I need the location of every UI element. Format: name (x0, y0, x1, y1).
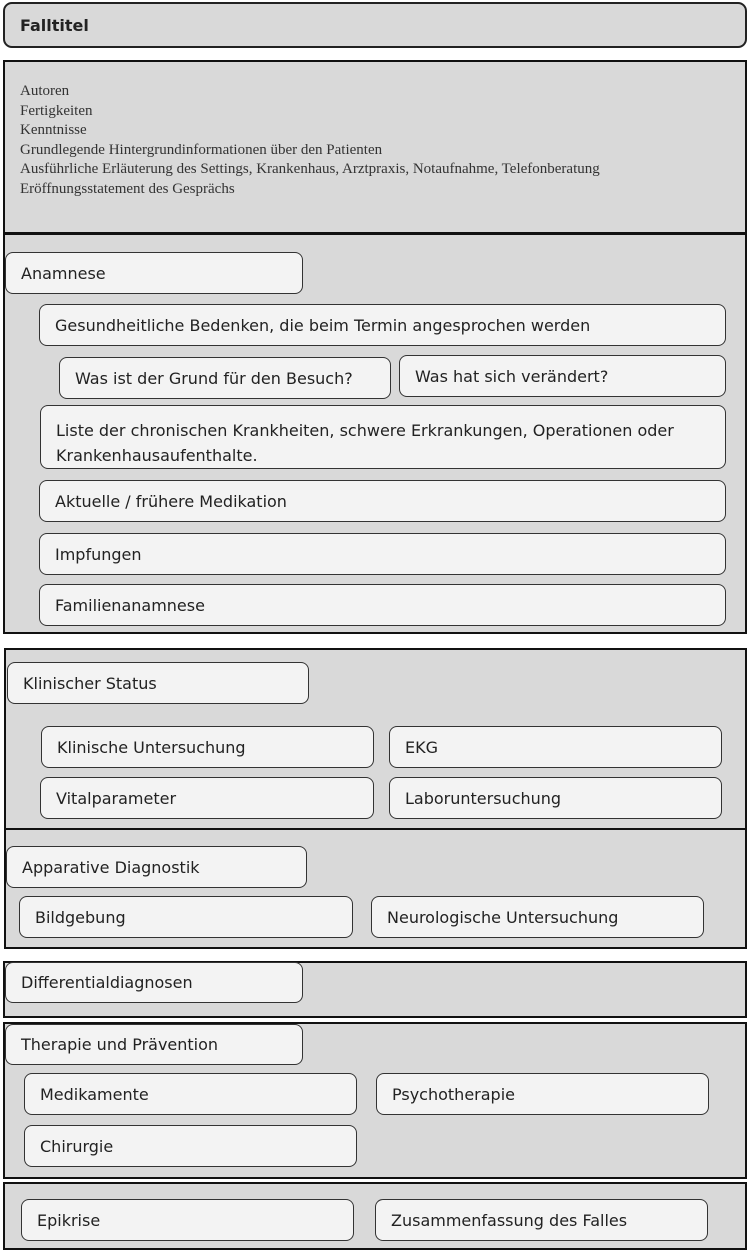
diagnostics-header: Apparative Diagnostik (6, 846, 307, 888)
differential-header: Differentialdiagnosen (5, 962, 303, 1003)
intro-section (3, 60, 747, 234)
therapy-header: Therapie und Prävention (5, 1024, 303, 1065)
epicrisis-box: Epikrise (21, 1199, 354, 1241)
case-title: Falltitel (3, 2, 747, 48)
vaccinations-box: Impfungen (39, 533, 726, 575)
surgery-box: Chirurgie (24, 1125, 357, 1167)
intro-line-opening: Eröffnungsstatement des Gesprächs (20, 180, 235, 197)
case-summary-box: Zusammenfassung des Falles (375, 1199, 708, 1241)
neuro-exam-box: Neurologische Untersuchung (371, 896, 704, 938)
psychotherapy-box: Psychotherapie (376, 1073, 709, 1115)
chronic-conditions-line-1: Liste der chronischen Krankheiten, schwere Erkrankungen, Operationen oder (56, 421, 674, 440)
vital-parameters-box: Vitalparameter (40, 777, 374, 819)
ekg-box: EKG (389, 726, 722, 768)
family-history-box: Familienanamnese (39, 584, 726, 626)
imaging-box: Bildgebung (19, 896, 353, 938)
health-concerns-box: Gesundheitliche Bedenken, die beim Termin angesprochen werden (39, 304, 726, 346)
anamnese-header: Anamnese (5, 252, 303, 294)
medication-therapy-box: Medikamente (24, 1073, 357, 1115)
intro-line-skills: Fertigkeiten (20, 102, 93, 119)
visit-reason-box: Was ist der Grund für den Besuch? (59, 357, 391, 399)
clinical-status-header: Klinischer Status (7, 662, 309, 704)
intro-line-background: Grundlegende Hintergrundinformationen über den Patienten (20, 141, 383, 158)
clinical-exam-box: Klinische Untersuchung (41, 726, 374, 768)
intro-line-setting: Ausführliche Erläuterung des Settings, Krankenhaus, Arztpraxis, Notaufnahme, Telefonberatung (20, 161, 600, 177)
chronic-conditions-box (40, 405, 726, 469)
medication-box: Aktuelle / frühere Medikation (39, 480, 726, 522)
intro-line-authors: Autoren (20, 83, 70, 99)
lab-exam-box: Laboruntersuchung (389, 777, 722, 819)
what-changed-box: Was hat sich verändert? (399, 355, 726, 397)
chronic-conditions-line-2: Krankenhausaufenthalte. (56, 446, 258, 465)
intro-line-knowledge: Kenntnisse (20, 122, 87, 138)
